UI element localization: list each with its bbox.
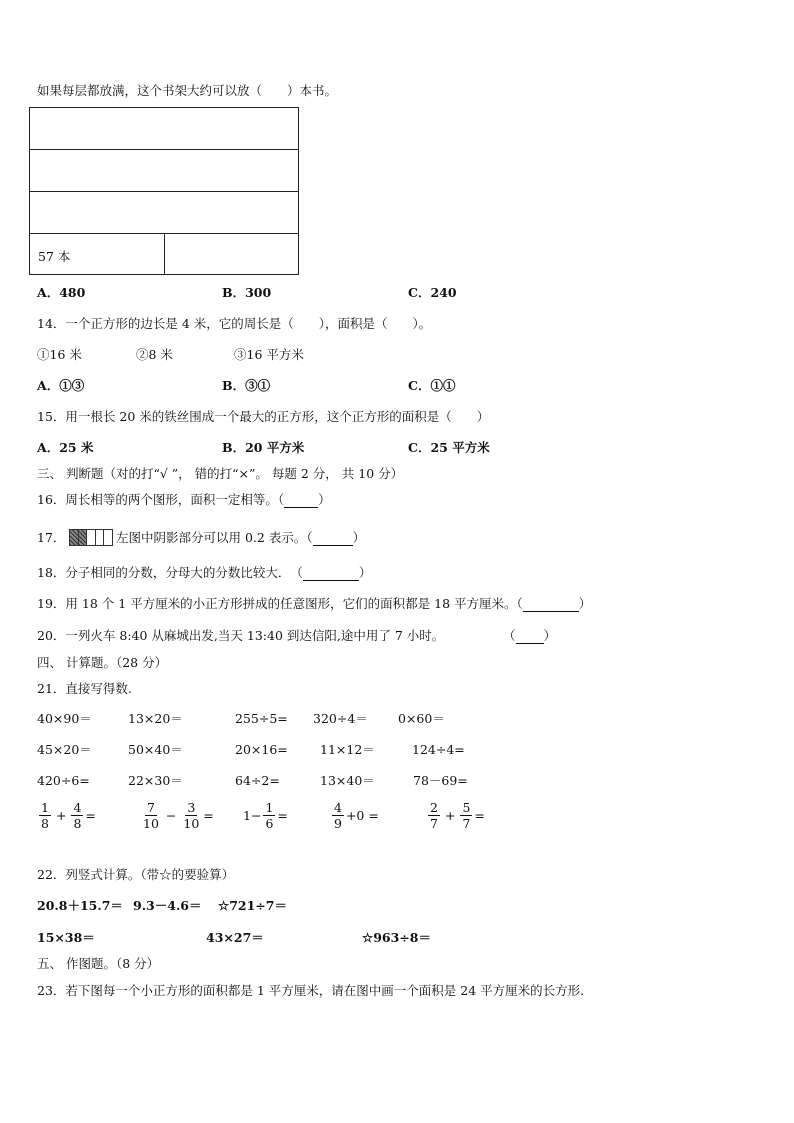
denominator: 9	[334, 816, 342, 831]
q14-choice-1: ①16 米	[37, 347, 82, 362]
calc-item: 13×20＝	[128, 711, 183, 726]
q16-text	[37, 492, 331, 508]
calc-item: 20×16=	[235, 742, 288, 757]
section-4-heading: 四、 计算题。（28 分）	[37, 655, 168, 670]
numerator: 2	[430, 800, 438, 815]
shelf-label: 57 本	[38, 249, 71, 264]
answer-blank[interactable]	[516, 643, 544, 644]
q20-answer	[503, 628, 556, 644]
q13-option-c: C．240	[408, 285, 457, 300]
q14-choice-3: ③16 平方米	[234, 347, 304, 362]
numerator: 4	[334, 800, 342, 815]
q19-text	[37, 596, 591, 612]
fraction-expression	[330, 800, 379, 831]
calc-item: 45×20＝	[37, 742, 92, 757]
q13-option-b: B．300	[222, 285, 272, 300]
denominator: 10	[183, 816, 200, 831]
q14-option-a: A．①③	[37, 378, 85, 393]
q15-stem: 15．用一根长 20 米的铁丝围成一个最大的正方形，这个正方形的面积是（ ）	[37, 409, 490, 424]
numerator: 4	[73, 800, 82, 815]
calc-item: 50×40＝	[128, 742, 183, 757]
calc-item: 43×27＝	[206, 930, 264, 945]
section-3-heading: 三、 判断题（对的打“√ ”， 错的打“×”。 每题 2 分， 共 10 分）	[37, 466, 404, 481]
suffix: +0 =	[345, 808, 379, 823]
calc-item: 64÷2=	[235, 773, 280, 788]
answer-blank[interactable]	[303, 580, 359, 581]
q16-close: ）	[318, 492, 331, 507]
equals: =	[203, 808, 214, 823]
numerator: 7	[146, 800, 155, 815]
q14-choice-2: ②8 米	[136, 347, 173, 362]
q19-close: ）	[578, 596, 592, 611]
q20-open: （	[503, 628, 516, 643]
numerator: 5	[462, 800, 471, 815]
fraction-expression	[37, 800, 96, 831]
q19-stem: 19．用 18 个 1 平方厘米的小正方形拼成的任意图形，它们的面积都是 18 平方厘米。（	[37, 596, 523, 611]
q15-option-a: A．25 米	[37, 440, 94, 455]
answer-blank[interactable]	[284, 507, 318, 508]
shelf-divider	[164, 234, 165, 275]
equals: =	[85, 808, 96, 823]
q15-option-c: C．25 平方米	[408, 440, 490, 455]
q14-option-b: B．③①	[222, 378, 271, 393]
calc-item: 13×40＝	[320, 773, 375, 788]
bookshelf-diagram	[29, 107, 299, 275]
shelf-line	[30, 191, 298, 192]
q20-close: ）	[543, 628, 557, 643]
q17-number: 17．	[37, 530, 66, 545]
denominator: 8	[41, 816, 49, 831]
calc-item: 11×12＝	[320, 742, 375, 757]
operator: +	[444, 808, 456, 823]
denominator: 7	[462, 816, 471, 831]
q22-stem: 22．列竖式计算。（带☆的要验算）	[37, 867, 235, 882]
q17-stem: 左图中阴影部分可以用 0.2 表示。（	[116, 530, 313, 545]
q20-stem: 20．一列火车 8:40 从麻城出发,当天 13:40 到达信阳,途中用了 7 小时。	[37, 628, 445, 643]
calc-item: 40×90＝	[37, 711, 92, 726]
shelf-line	[30, 149, 298, 150]
q18-close: ）	[358, 565, 372, 580]
calc-item: 9.3－4.6＝	[133, 898, 202, 913]
section-5-heading: 五、 作图题。（8 分）	[37, 956, 160, 971]
calc-item: 320÷4＝	[313, 711, 368, 726]
q13-stem: 如果每层都放满，这个书架大约可以放（ ）本书。	[37, 83, 338, 98]
operator: −	[165, 808, 177, 823]
calc-item: 78－69=	[413, 773, 468, 788]
q21-stem: 21．直接写得数.	[37, 681, 132, 696]
denominator: 10	[143, 816, 159, 831]
q15-option-b: B．20 平方米	[222, 440, 305, 455]
numerator: 3	[187, 800, 196, 815]
q16-stem: 16．周长相等的两个图形，面积一定相等。（	[37, 492, 285, 507]
fraction-expression	[243, 800, 288, 831]
q23-stem: 23．若下图每一个小正方形的面积都是 1 平方厘米，请在图中画一个面积是 24 平方厘米的长方形.	[37, 983, 585, 998]
denominator: 6	[265, 816, 274, 831]
denominator: 7	[430, 816, 438, 831]
answer-blank[interactable]	[523, 611, 579, 612]
numerator: 1	[265, 800, 274, 815]
calc-item: 0×60＝	[398, 711, 445, 726]
fraction-expression	[426, 800, 485, 831]
denominator: 8	[73, 816, 82, 831]
shaded-grid-icon	[69, 529, 113, 546]
prefix: 1−	[243, 808, 262, 823]
q13-option-a: A．480	[37, 285, 86, 300]
equals: =	[474, 808, 485, 823]
calc-item: 255÷5=	[235, 711, 288, 726]
q17-text	[116, 530, 365, 546]
q17-close: ）	[352, 530, 366, 545]
q14-option-c: C．①①	[408, 378, 456, 393]
calc-item: ☆721÷7＝	[218, 898, 287, 913]
answer-blank[interactable]	[313, 545, 353, 546]
q18-stem: 18．分子相同的分数，分母大的分数比较大． （	[37, 565, 303, 580]
calc-item: 22×30＝	[128, 773, 183, 788]
q14-stem: 14．一个正方形的边长是 4 米，它的周长是（ ），面积是（ ）。	[37, 316, 432, 331]
q18-text	[37, 565, 371, 581]
fraction-expression	[139, 800, 214, 831]
operator: +	[55, 808, 67, 823]
calc-item: 20.8＋15.7＝	[37, 898, 123, 913]
calc-item: 420÷6=	[37, 773, 90, 788]
calc-item: 15×38＝	[37, 930, 95, 945]
calc-item: 124÷4=	[412, 742, 465, 757]
numerator: 1	[41, 800, 49, 815]
calc-item: ☆963÷8＝	[362, 930, 431, 945]
equals: =	[277, 808, 288, 823]
